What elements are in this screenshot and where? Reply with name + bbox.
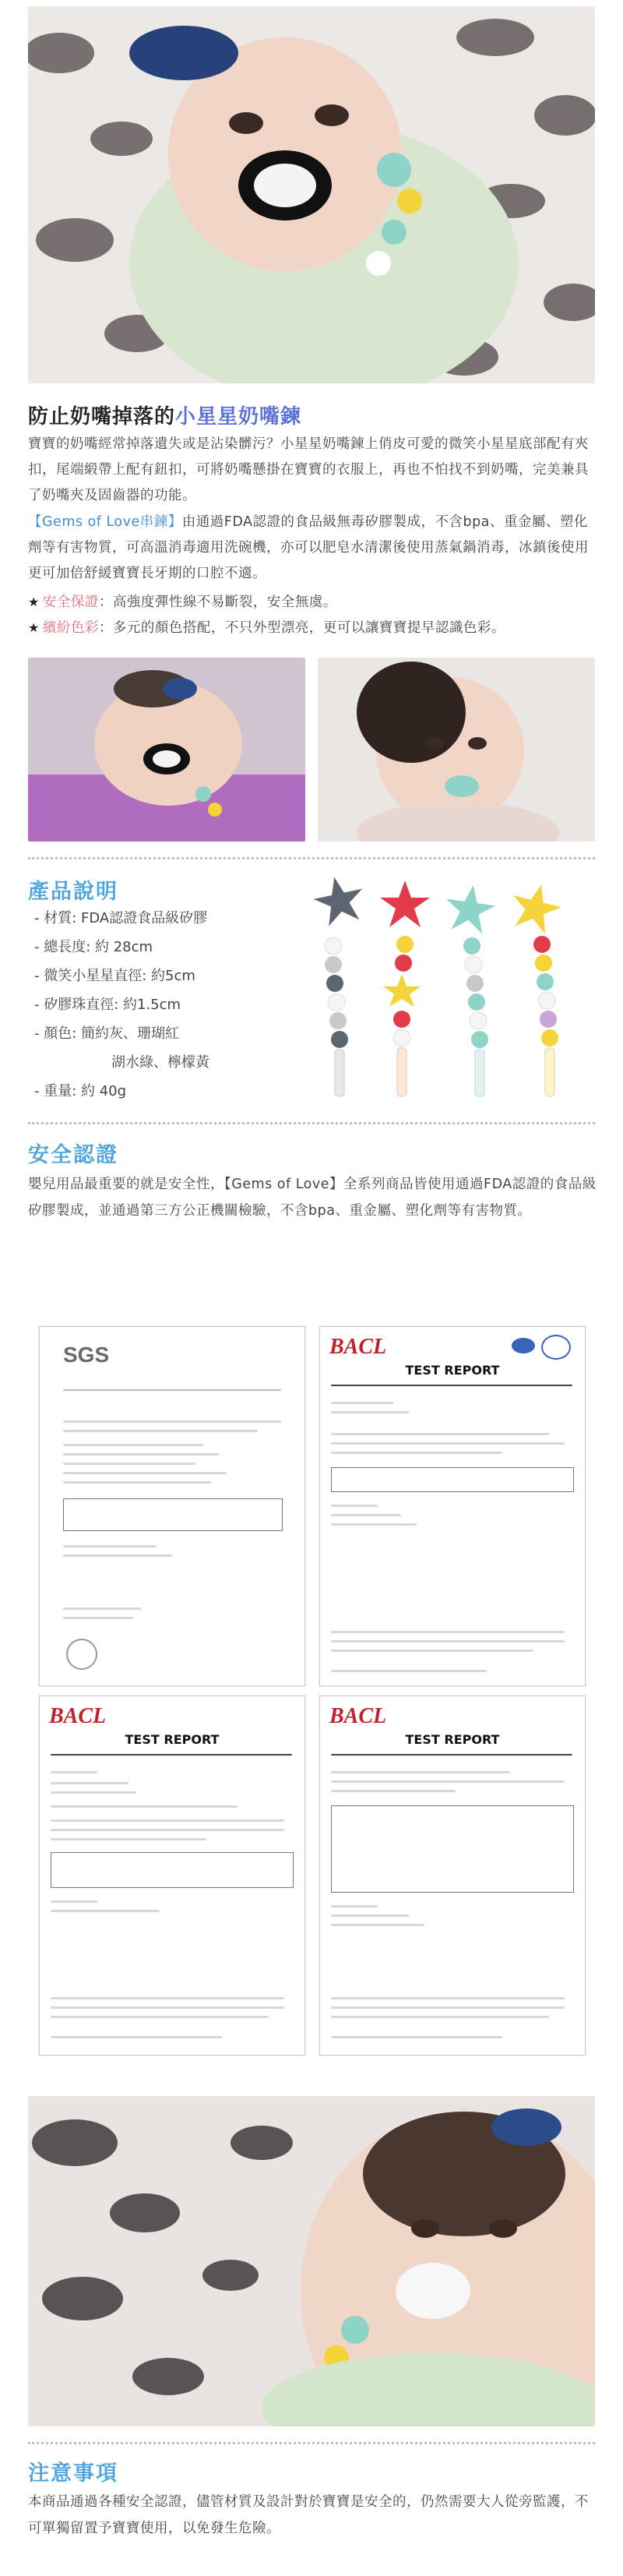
star-bullet-icon: ★ [28,595,40,609]
title-prefix: 防止奶嘴掉落的 [28,405,176,429]
spec-star-diameter: - 微笑小星星直徑: 約5cm [34,968,195,984]
bullet-safety [28,589,597,616]
bacl-logo: BACL [329,1335,387,1359]
intro-paragraph-2-text: 由通過FDA認證的食品級無毒矽膠製成，不含bpa、重金屬、塑化劑等有害物質，可高溫消毒適用洗碗機，亦可以肥皂水清潔後使用蒸氣鍋消毒，冰鎮後使用更可加倍舒緩寶寶長牙期的口腔不適。 [28,514,589,581]
page-title [28,401,301,429]
product-illustration [288,874,595,1108]
notice-paragraph: 本商品通過各種安全認證，儘管材質及設計對於寶寶是安全的，仍然需要大人從旁監護，不可單獨留置予寶寶使用，以免發生危險。 [28,2494,589,2536]
bullet-colors-label: 繽紛色彩 [42,620,99,636]
divider [28,857,595,859]
divider [28,1122,595,1124]
bacl-logo: BACL [49,1704,107,1728]
bullet-safety-text: ：高強度彈性線不易斷裂，安全無虞。 [98,595,337,610]
spec-weight: - 重量: 約 40g [34,1083,127,1099]
notice-heading: 注意事項 [28,2461,118,2486]
divider [28,2442,595,2444]
report-title: TEST REPORT [405,1363,500,1378]
star-bullet-icon: ★ [28,620,40,635]
spec-length: - 總長度: 約 28cm [34,939,153,955]
sgs-report-document [39,1326,305,1686]
report-title: TEST REPORT [405,1732,500,1747]
spec-colors-cont: 湖水綠、檸檬黃 [111,1054,209,1071]
bacl-report-document-1 [319,1326,586,1686]
bullet-colors-text: ：多元的顏色搭配，不只外型漂亮，更可以讓寶寶提早認識色彩。 [98,620,505,636]
product-specs [34,904,209,1106]
safety-paragraph: 嬰兒用品最重要的就是安全性，【Gems of Love】全系列商品皆使用通過FDA認證的食品級矽膠製成，並通過第三方公正機關檢驗，不含bpa、重金屬、塑化劑等有害物質。 [28,1177,597,1219]
spec-material: - 材質: FDA認證食品級矽膠 [34,910,208,926]
bacl-report-document-2 [39,1696,305,2056]
brand-name: 【Gems of Love串鍊】 [28,514,182,530]
safety-heading: 安全認證 [28,1143,118,1167]
title-accent: 小星星奶嘴鍊 [175,405,302,429]
bacl-logo: BACL [329,1704,387,1728]
photo-baby-teething [318,658,595,842]
photo-baby-with-teether [28,2096,595,2426]
spec-colors: - 顏色: 簡約灰、珊瑚紅 [34,1025,180,1042]
bacl-report-document-3 [319,1696,586,2056]
report-title: TEST REPORT [125,1732,220,1747]
sgs-logo: SGS [63,1343,110,1367]
intro-paragraph-2 [28,510,597,587]
spec-bead-diameter: - 矽膠珠直徑: 約1.5cm [34,997,181,1013]
bullet-safety-label: 安全保證 [42,595,99,610]
bullet-colors [28,615,597,641]
hero-photo-baby-pacifier [28,6,595,383]
intro-paragraph-1: 寶寶的奶嘴經常掉落遺失或是沾染髒污？小星星奶嘴鍊上俏皮可愛的微笑小星星底部配有夾扣，尾端緞帶上配有鈕扣，可將奶嘴懸掛在寶寶的衣服上，再也不怕找不到奶嘴，完美兼具了奶嘴夾及固齒器的功能。 [28,436,589,503]
product-heading: 產品說明 [28,880,118,904]
photo-baby-lying [28,658,305,842]
